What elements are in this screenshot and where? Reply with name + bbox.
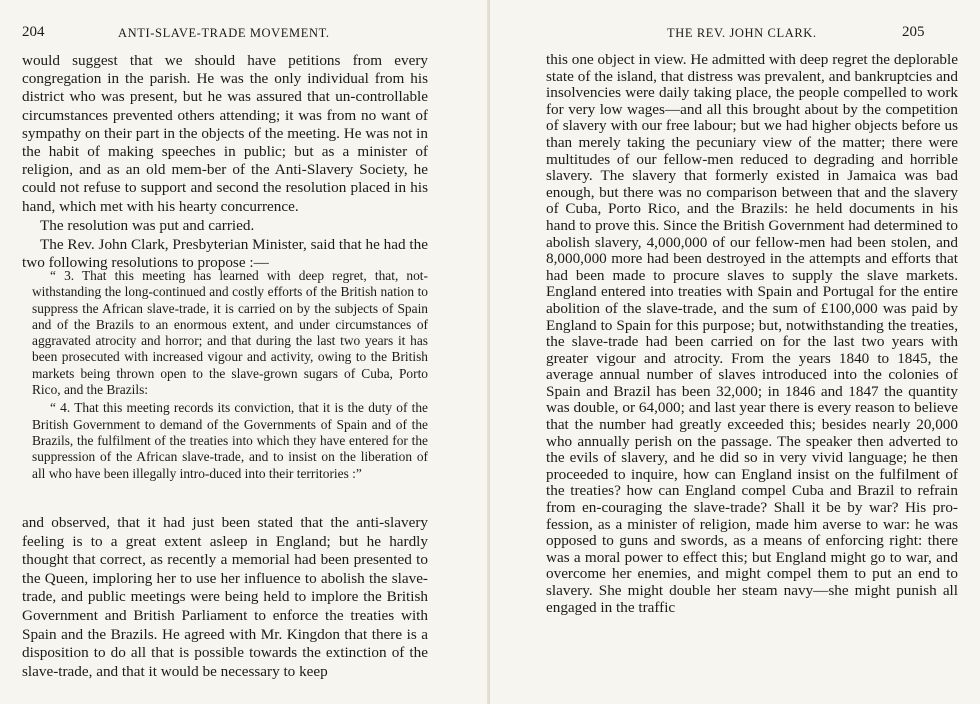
running-head: THE REV. JOHN CLARK. xyxy=(667,26,817,40)
resolution-4: “ 4. That this meeting records its conviction, that it is the duty of the British Government to demand of the Governments of Spain and of the Brazils, the fulfilment of the treaties into which they have entered for the suppression of the African slave-trade, and to insist on the liberation of all who have been illegally intro-duced into their territories :” xyxy=(32,400,428,481)
page-number: 204 xyxy=(22,24,45,40)
right-page xyxy=(490,0,980,704)
paragraph: would suggest that we should have petitions from every congregation in the parish. He was the only individual from his district who was present, but he was assured that un-controllable circumstances prevented others attending; it was from no want of sympathy on their part in the objects of the meeting. He was not in the habit of making speeches in public; but as a minister of religion, and as an old mem-ber of the Anti-Slavery Society, he could not refuse to support and second the resolution placed in his hand, which met with his hearty concurrence. xyxy=(22,52,428,215)
paragraph: this one object in view. He admitted with deep regret the deplorable state of the island, that distress was prevalent, and bankruptcies and insolvencies were daily taking place, the people compelled to work for very low wages—and all this brought about by the competition of slavery with our free labour; but we had higher objects before us than merely taking the pecuniary view of the matter; there were multitudes of our fellow-men reduced to degrading and horrible slavery. The slavery that formerly existed in Jamaica was bad enough, but there was no comparison between that and the slavery of Cuba, Porto Rico, and the Brazils: he held documents in his hand to prove this. Since the British Government had determined to abolish slavery, 4,000,000 of our fellow-men had been stolen, and 8,000,000 more had been destroyed in the attempts and efforts that had been made to procure slaves to supply the slave markets. England entered into treaties with Spain and Portugal for the entire abolition of the slave-trade, and the sum of £100,000 was paid by England to Spain for this purpose; but, notwithstanding the treaties, the slave-trade had been carried on for the last two years with greater vigour and atrocity. From the years 1840 to 1845, the average annual number of slaves introduced into the colonies of Spain and Brazil has been 32,000; in 1846 and 1847 the quantity was double, or 64,000; and last year there is every reason to believe that the number had greatly exceeded this; besides nearly 20,000 who annually perish on the passage. The speaker then adverted to the evils of slavery, and he did so in very vivid language; he then proceeded to inquire, how can England insist on the fulfilment of the treaties? how can England compel Cuba and Brazil to refrain from en-couraging the slave-trade? Shall it be by war? His pro-fession, as a minister of religion, made him averse to war: he was opposed to guns and swords, as a means of enforcing right: there was a moral power to effect this; but England might go to war, and overcome her enemies, and might compel them to put an end to slavery. She might double her steam navy—she might punish all engaged in the traffic xyxy=(546,51,958,616)
resolutions-block xyxy=(32,268,428,484)
resolution-3: “ 3. That this meeting has learned with deep regret, that, not-withstanding the long-continued and costly efforts of the British nation to suppress the African slave-trade, it is carried on by the subjects of Spain and of the Brazils to an enormous extent, and under circumstances of aggravated atrocity and horror; and that during the last two years it has been prosecuted with increased vigour and activity, owing to the British markets being thrown open to the slave-grown sugars of Cuba, Porto Rico, and the Brazils: xyxy=(32,268,428,398)
page-number: 205 xyxy=(902,24,925,40)
paragraph: The resolution was put and carried. xyxy=(40,217,255,234)
running-head: ANTI-SLAVE-TRADE MOVEMENT. xyxy=(118,26,330,40)
paragraph: The Rev. John Clark, Presbyterian Minister, said that he had the two following resolutions to propose :— xyxy=(22,236,428,272)
paragraph: and observed, that it had just been stated that the anti-slavery feeling is to a great extent asleep in England; but he hardly thought that correct, as recently a memorial had been presented to the Queen, imploring her to use her influence to abolish the slave-trade, and public meetings were being held to implore the British Government and British Parliament to enforce the treaties with Spain and the Brazils. He agreed with Mr. Kingdon that there is a disposition to do all that is possible towards the extinction of the slave-trade, and that it would be necessary to keep xyxy=(22,514,428,680)
